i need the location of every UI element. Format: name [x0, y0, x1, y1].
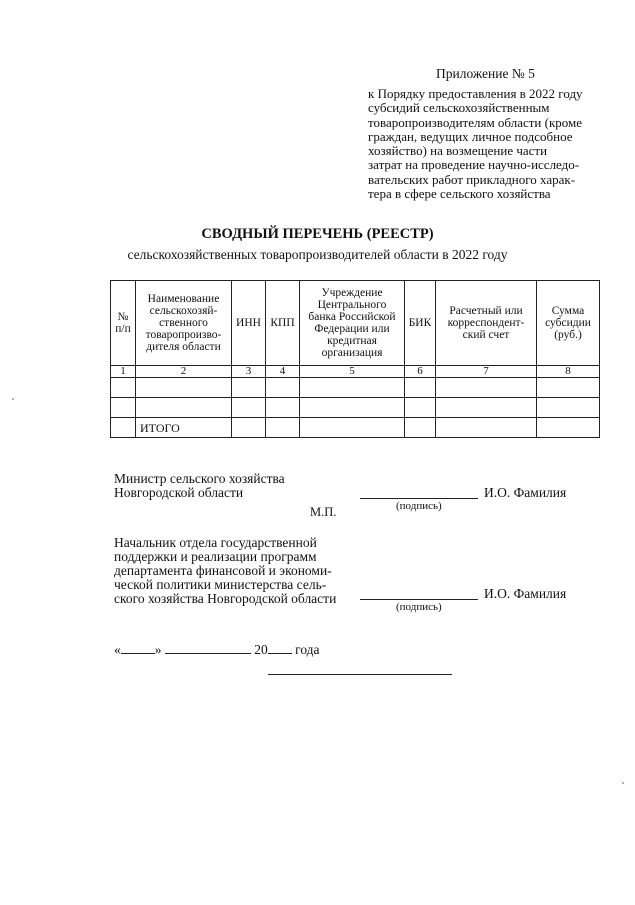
table-cell: [405, 398, 436, 418]
signature-title-line: ского хозяйства Новгородской области: [114, 591, 337, 606]
year-blank: [268, 641, 292, 654]
registry-table: [110, 280, 600, 438]
header-line: (руб.): [554, 329, 582, 341]
column-number: 2: [136, 366, 232, 378]
column-number: 6: [405, 366, 436, 378]
table-cell: [300, 378, 405, 398]
appendix-line: к Порядку предоставления в 2022 году: [368, 86, 583, 101]
header-inn: [232, 281, 266, 366]
signature-title-line: поддержки и реализации программ: [114, 549, 317, 564]
header-line: субсидии: [545, 317, 591, 329]
header-line: КПП: [270, 317, 295, 329]
header-subsidy-amount: [537, 281, 600, 366]
table-cell: [232, 418, 266, 438]
minister-signature-line: [360, 498, 478, 499]
total-label: ИТОГО: [136, 418, 232, 438]
signature-title-line: Новгородской области: [114, 485, 244, 500]
scan-speck: [12, 398, 14, 400]
header-producer-name: [136, 281, 232, 366]
header-line: п/п: [115, 323, 131, 335]
header-line: корреспондент-: [447, 317, 525, 329]
month-blank: [165, 641, 251, 654]
table-cell: [300, 418, 405, 438]
table-cell: [537, 418, 600, 438]
table-cell: [436, 378, 537, 398]
appendix-line: субсидий сельскохозяйственным: [368, 100, 550, 116]
department-head-name: И.О. Фамилия: [484, 586, 567, 601]
column-number: 3: [232, 366, 266, 378]
header-line: Наименование: [147, 293, 220, 305]
minister-signature-hint: (подпись): [396, 500, 442, 512]
date-open-quote: «: [114, 642, 121, 657]
department-head-title: [114, 536, 336, 606]
date-century: 20: [254, 642, 268, 657]
date-close-quote: »: [154, 642, 162, 657]
header-number: [111, 281, 136, 366]
table-row: [111, 378, 600, 398]
table-cell: [300, 398, 405, 418]
header-line: кредитная: [327, 335, 377, 347]
header-line: ский счет: [462, 329, 510, 341]
column-number: 1: [111, 366, 136, 378]
header-line: ственного: [159, 317, 208, 329]
appendix-line: тера в сфере сельского хозяйства: [368, 186, 551, 202]
signature-title-line: Министр сельского хозяйства: [114, 471, 285, 486]
table-cell: [266, 378, 300, 398]
header-line: банка Российской: [308, 311, 396, 323]
appendix-title: Приложение № 5: [436, 66, 535, 81]
appendix-reference: [368, 87, 608, 201]
header-line: Сумма: [551, 305, 585, 317]
table-cell: [111, 418, 136, 438]
header-account: [436, 281, 537, 366]
column-number: 5: [300, 366, 405, 378]
table-cell: [405, 418, 436, 438]
table-cell: [136, 378, 232, 398]
header-kpp: [266, 281, 300, 366]
scan-speck: [622, 782, 624, 784]
header-line: ИНН: [236, 317, 261, 329]
date-suffix: года: [295, 642, 320, 657]
department-head-signature-hint: (подпись): [396, 601, 442, 613]
document-title: СВОДНЫЙ ПЕРЕЧЕНЬ (РЕЕСТР): [201, 226, 434, 242]
table-cell: [232, 378, 266, 398]
table-cell: [436, 418, 537, 438]
document-subtitle: сельскохозяйственных товаропроизводителей области в 2022 году: [127, 247, 508, 262]
table-row: [111, 398, 600, 418]
header-line: Центрального: [317, 299, 387, 311]
header-line: дителя области: [146, 341, 221, 353]
date-line: [114, 641, 320, 658]
signature-title-line: департамента финансовой и экономи-: [114, 563, 332, 578]
header-line: БИК: [408, 317, 432, 329]
table-cell: [537, 378, 600, 398]
table-cell: [266, 418, 300, 438]
appendix-line: граждан, ведущих личное подсобное: [368, 128, 573, 144]
column-number: 8: [537, 366, 600, 378]
table-cell: [111, 378, 136, 398]
table-cell: [232, 398, 266, 418]
total-row: [111, 418, 600, 438]
header-line: Учреждение: [321, 287, 383, 299]
signature-title-line: Начальник отдела государственной: [114, 535, 317, 550]
column-number: 7: [436, 366, 537, 378]
appendix-line: товаропроизводителям области (кроме: [368, 114, 583, 130]
table-cell: [266, 398, 300, 418]
day-blank: [121, 641, 155, 654]
signature-title-line: ческой политики министерства сель-: [114, 577, 327, 592]
table-cell: [436, 398, 537, 418]
header-bank: [300, 281, 405, 366]
table-cell: [136, 398, 232, 418]
appendix-line: хозяйство) на возмещение части: [368, 143, 548, 159]
header-line: Федерации или: [314, 323, 390, 335]
header-line: товаропроизво-: [145, 329, 222, 341]
table-cell: [537, 398, 600, 418]
column-number-row: [111, 366, 600, 378]
department-head-signature-line: [360, 599, 478, 600]
minister-name: И.О. Фамилия: [484, 485, 567, 500]
minister-title: [114, 472, 285, 500]
header-line: сельскохозяй-: [149, 305, 218, 317]
header-bik: [405, 281, 436, 366]
header-line: №: [117, 311, 129, 323]
appendix-line: вательских работ прикладного харак-: [368, 171, 576, 187]
header-line: Расчетный или: [449, 305, 523, 317]
table-cell: [405, 378, 436, 398]
stamp-place: М.П.: [310, 505, 337, 519]
column-number: 4: [266, 366, 300, 378]
header-line: организация: [321, 347, 383, 359]
appendix-line: затрат на проведение научно-исследо-: [368, 157, 580, 173]
table-cell: [111, 398, 136, 418]
table-header-row: [111, 281, 600, 366]
bottom-blank-line: [268, 674, 452, 675]
